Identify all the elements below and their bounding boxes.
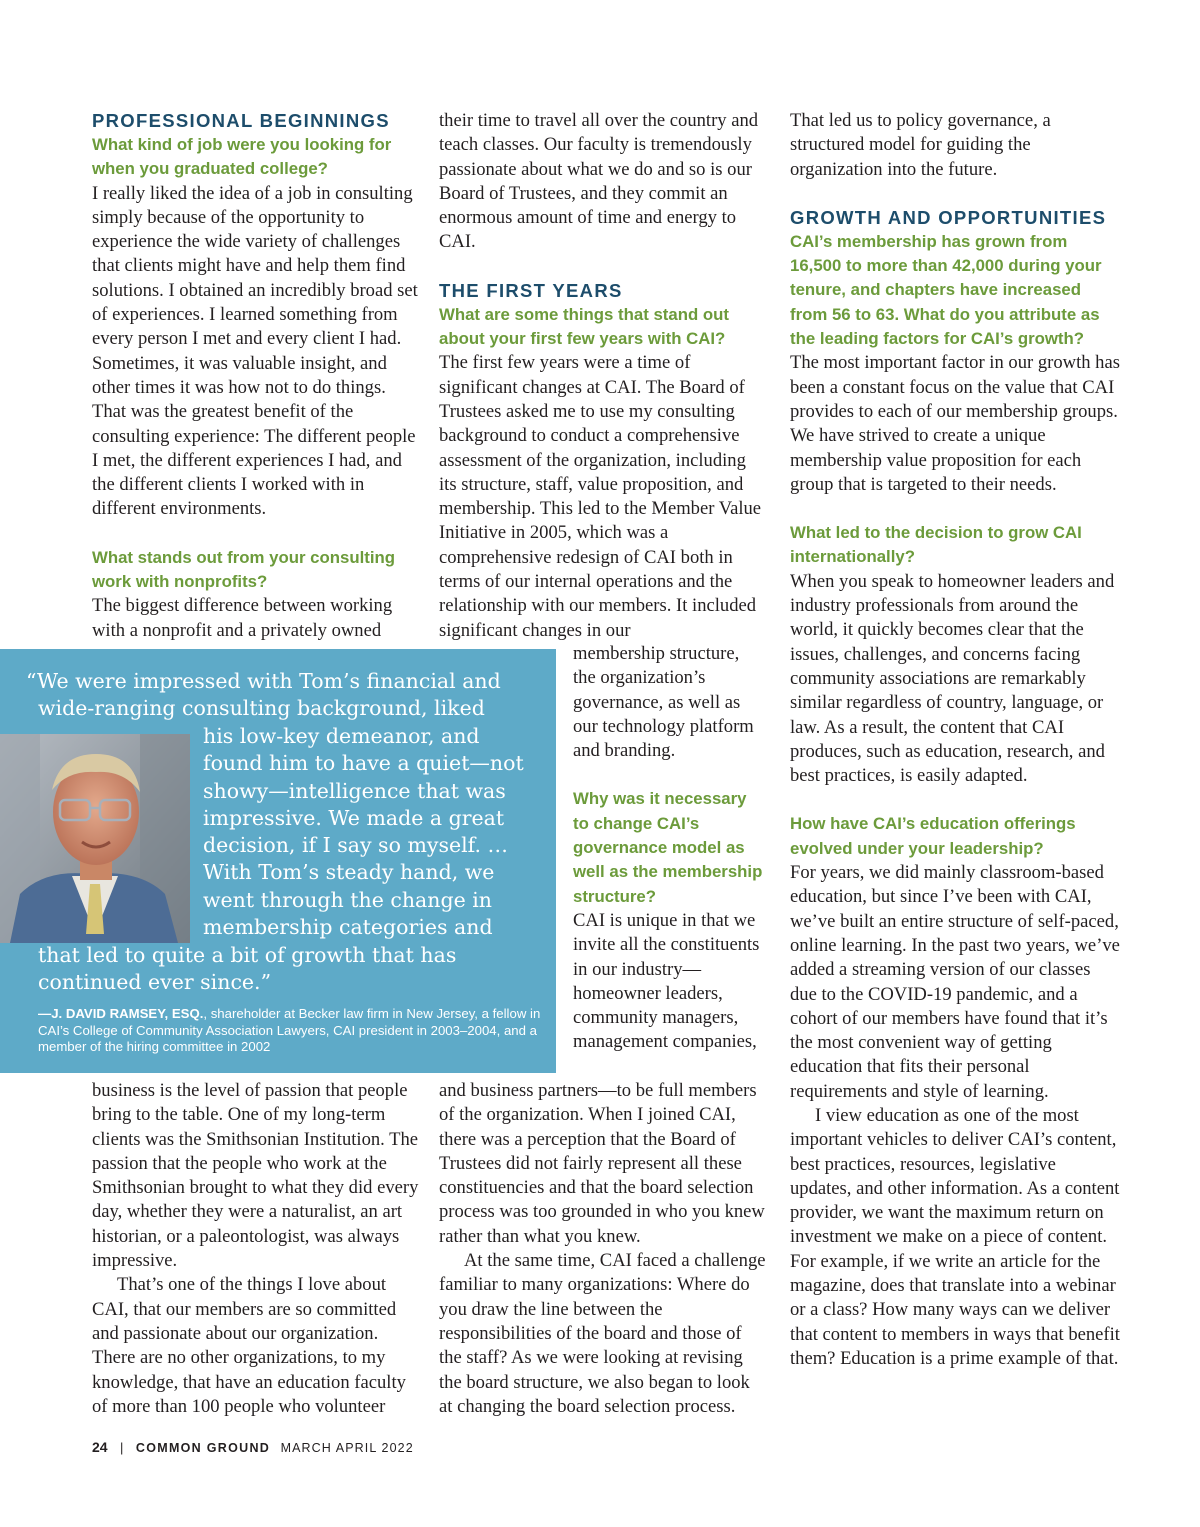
- answer-governance-p2: At the same time, CAI faced a challenge familiar to many organizations: Where do you draw the line between the responsibilities of the board and those of the staff? As we were looking at revising the board structure, we also began to look at changing the board selection process.: [439, 1250, 766, 1417]
- pull-quote-end-line-2: continued ever since.”: [38, 970, 272, 995]
- pull-quote-wrapped-line: decision, if I say so myself. …: [203, 833, 509, 858]
- page-footer: [92, 1439, 692, 1461]
- pull-quote-attribution: [38, 1006, 548, 1056]
- pull-quote-wrapped-line: membership categories and: [203, 915, 493, 940]
- page-number: 24: [92, 1439, 108, 1455]
- portrait-photo: [0, 734, 190, 943]
- column-3: [790, 109, 1120, 1371]
- column-2-narrow: [573, 642, 766, 1055]
- answer-first-job: I really liked the idea of a job in consulting simply because of the opportunity to experience the wide variety of challenges that clients might have and help them find solutions. I obtained an incredibly broad set of experiences. I learned something from every person I met and every client I had. Sometimes, it was valuable insight, and other times it was how not to do things. That was the greatest benefit of the consulting experience: The different people I met, the different experiences I had, and the different clients I worked with in different environments.: [92, 182, 418, 520]
- answer-first-years-top: The first few years were a time of significant changes at CAI. The Board of Trustees asked me to use my consulting background to conduct a comprehensive assessment of the organization, including its structure, staff, value proposition, and membership. This led to the Member Value Initiative in 2005, which was a comprehensive redesign of CAI both in terms of our internal operations and the relationship with our members. It included significant changes in our: [439, 352, 762, 641]
- question-first-job: What kind of job were you looking for when you graduated college?: [92, 135, 392, 179]
- section-heading-first-years: THE FIRST YEARS: [439, 279, 623, 301]
- pull-quote-end-line-1: that led to quite a bit of growth that has: [38, 943, 457, 967]
- question-education: How have CAI’s education offerings evolved under your leadership?: [790, 814, 1076, 858]
- section-heading-growth: GROWTH AND OPPORTUNITIES: [790, 206, 1107, 228]
- footer-separator: |: [120, 1440, 124, 1455]
- column-2-bottom: [439, 1079, 766, 1419]
- column-1: [92, 109, 422, 643]
- continued-text-policy: That led us to policy governance, a structured model for guiding the organization into the future.: [790, 110, 1051, 180]
- pull-quote-wrapped-line: showy—intelligence that was: [203, 778, 506, 803]
- answer-consulting-bottom: business is the level of passion that people bring to the table. One of my long-term clients was the Smithsonian Institution. The passion that the people who work at the Smithsonian brought to what they did every day, whether they were a naturalist, an art historian, or a paleontologist, was always impressive.: [92, 1080, 419, 1272]
- answer-governance-narrow: CAI is unique in that we invite all the constituents in our industry—homeowner leaders, community managers, management companies,: [573, 909, 760, 1053]
- question-consulting-nonprofits: What stands out from your consulting work with nonprofits?: [92, 547, 395, 592]
- portrait-illustration: [0, 734, 190, 943]
- answer-first-years-narrow: membership structure, the organization’s governance, as well as our technology platform and branding.: [573, 643, 754, 762]
- attribution-details: , shareholder at Becker law firm in New Jersey, a fellow in CAI’s College of Community Association Lawyers, CAI president in 2003–2004, and a member of the hiring committee in 2002: [38, 1006, 541, 1054]
- question-membership-growth: CAI’s membership has grown from 16,500 to more than 42,000 during your tenure, and chapters have increased from 56 to 63. What do you attribute as the leading factors for CAI’s growth?: [790, 231, 1102, 349]
- pull-quote-line-1: “We were impressed with Tom’s financial and: [26, 669, 501, 693]
- pull-quote-line-2: wide-ranging consulting background, liked: [38, 696, 485, 721]
- magazine-title: COMMON GROUND: [135, 1441, 271, 1455]
- section-heading-professional-beginnings: PROFESSIONAL BEGINNINGS: [92, 110, 390, 131]
- pull-quote-wrapped-line: his low-key demeanor, and: [203, 724, 480, 748]
- pull-quote-wrapped-line: With Tom’s steady hand, we: [203, 860, 495, 885]
- pull-quote-wrapped-line: went through the change in: [203, 887, 492, 912]
- answer-membership-growth: The most important factor in our growth has been a constant focus on the value that CAI provides to each of our membership groups. We have strived to create a unique membership value proposition for each group that is targeted to their needs.: [790, 352, 1120, 495]
- continued-text-top: their time to travel all over the country and teach classes. Our faculty is tremendously passionate about what we do and so is our Board of Trustees, and they commit an enormous amount of time and energy to CAI.: [439, 110, 759, 253]
- attribution-name: —J. DAVID RAMSEY, ESQ.: [38, 1006, 204, 1021]
- answer-consulting-p2: That’s one of the things I love about CAI, that our members are so committed and passionate about our organization. There are no other organizations, to my knowledge, that have an education faculty of more than 100 people who volunteer: [92, 1274, 406, 1417]
- issue-date: MARCH APRIL 2022: [280, 1441, 414, 1455]
- pull-quote-wrapped-line: impressive. We made a great: [203, 805, 505, 830]
- column-2: [439, 109, 766, 643]
- question-governance-change: Why was it necessary to change CAI’s governance model as well as the membership structure?: [573, 789, 763, 906]
- answer-consulting-top: The biggest difference between working with a nonprofit and a privately owned: [92, 595, 393, 641]
- pull-quote-wrapped-line: found him to have a quiet—not: [203, 751, 524, 776]
- question-international: What led to the decision to grow CAI internationally?: [790, 523, 1082, 567]
- answer-education: For years, we did mainly classroom-based education, but since I’ve been with CAI, we’ve built an entire structure of self-paced, online learning. In the past two years, we’ve added a streaming version of our classes due to the COVID-19 pandemic, and a cohort of our members have found that it’s the most convenient way of getting education that fits their personal requirements and style of learning. I view education as one of the most important vehicles to deliver CAI’s content, best practices, resources, legislative updates, and other information. As a content provider, we want the maximum return on investment we make on a piece of content. For example, if we write an article for the magazine, does that translate into a webinar or a class? How many ways can we deliver that content to members in ways that benefit them? Education is a prime example of that.: [790, 862, 1120, 1369]
- answer-international: When you speak to homeowner leaders and industry professionals from around the world, it quickly becomes clear that the issues, challenges, and concerns facing community associations are remarkably similar regardless of country, language, or law. As a result, the content that CAI produces, such as education, research, and best practices, is easily adapted.: [790, 570, 1115, 787]
- answer-governance-bottom: and business partners—to be full members of the organization. When I joined CAI, there was a perception that the Board of Trustees did not fairly represent all these constituencies and that the board selection process was too grounded in who you knew rather than what you knew.: [439, 1080, 765, 1247]
- question-first-years: What are some things that stand out about your first few years with CAI?: [439, 304, 729, 349]
- column-1-bottom: [92, 1079, 422, 1419]
